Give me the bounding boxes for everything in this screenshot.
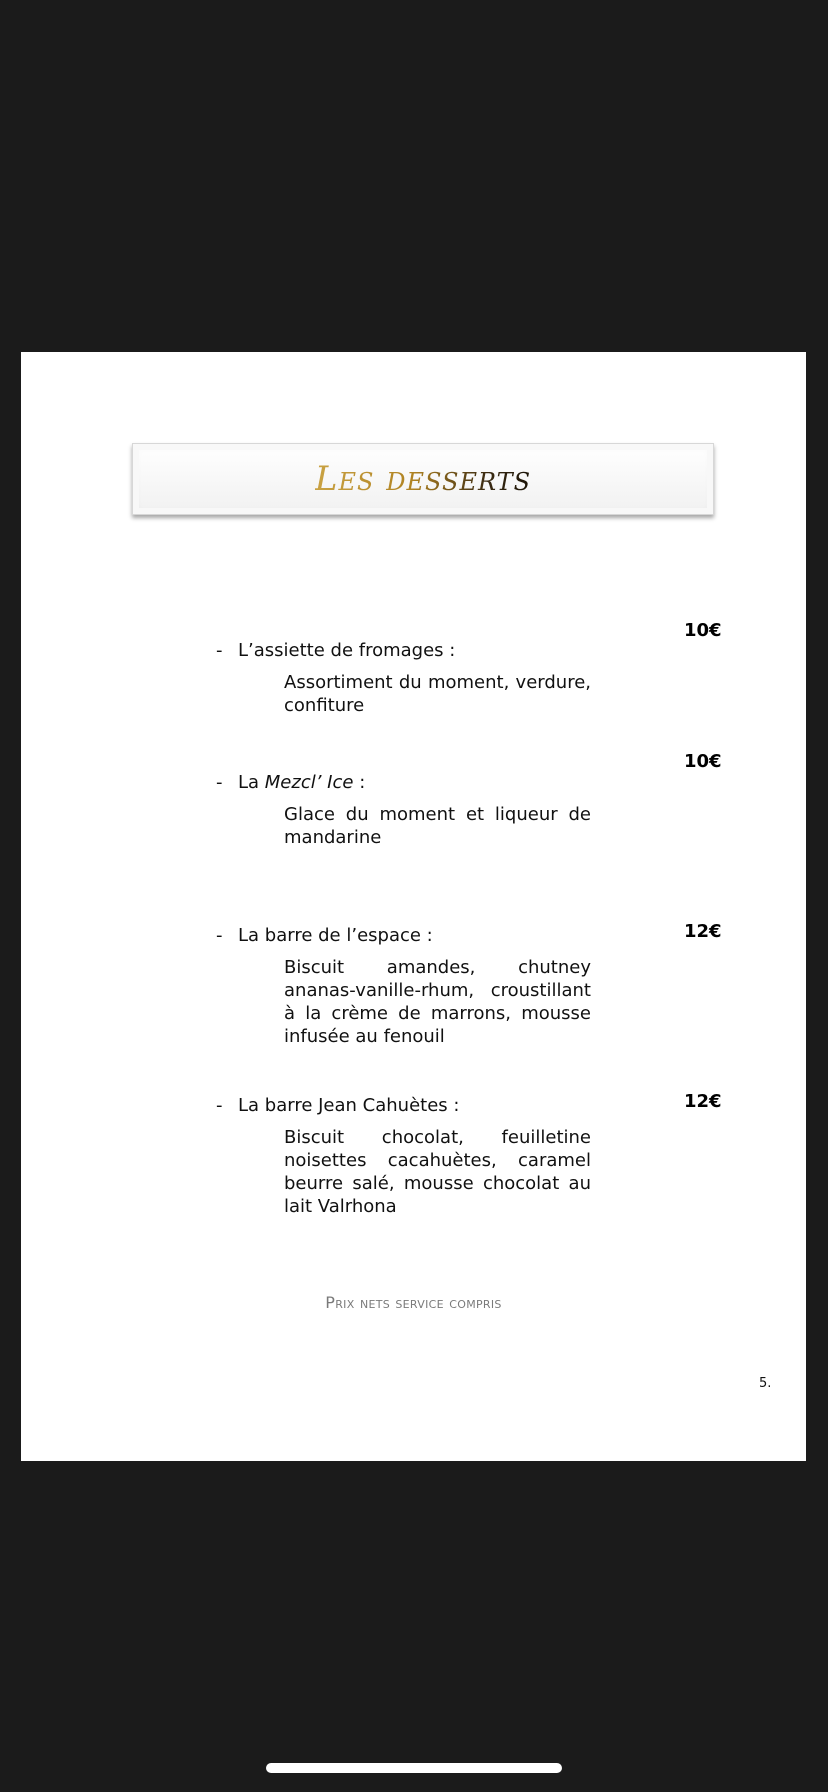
item-price: 12€ [684, 921, 722, 942]
item-name-text: L’assiette de fromages : [238, 640, 456, 661]
item-price: 10€ [684, 620, 722, 641]
bullet-dash: - [216, 772, 223, 793]
item-name [216, 772, 365, 793]
item-name-text: La barre de l’espace : [238, 925, 433, 946]
home-indicator[interactable] [266, 1763, 562, 1773]
page-title: Les desserts [314, 459, 532, 499]
item-name-italic: Mezcl’ Ice [264, 772, 354, 793]
item-name-text: La barre Jean Cahuètes : [238, 1095, 460, 1116]
page-number: 5. [759, 1376, 772, 1391]
bullet-dash: - [216, 1095, 223, 1116]
item-description: Glace du moment et liqueur de mandarine [284, 804, 591, 848]
title-banner [132, 443, 714, 515]
item-name-suffix: : [353, 772, 366, 793]
bullet-dash: - [216, 925, 223, 946]
item-name [216, 640, 455, 661]
item-description: Biscuit amandes, chutney ananas-vanille-rhum, croustillant à la crème de marrons, mousse infusée au fenouil [284, 957, 591, 1047]
item-price: 12€ [684, 1091, 722, 1112]
bullet-dash: - [216, 640, 223, 661]
item-description: Assortiment du moment, verdure, confiture [284, 672, 591, 716]
footer-note: Prix nets service compris [325, 1293, 502, 1312]
menu-page [21, 352, 806, 1461]
item-description: Biscuit chocolat, feuilletine noisettes cacahuètes, caramel beurre salé, mousse chocolat au lait Valrhona [284, 1127, 591, 1217]
item-name-prefix: La [238, 772, 265, 793]
item-name [216, 925, 433, 946]
item-price: 10€ [684, 751, 722, 772]
item-name [216, 1095, 459, 1116]
